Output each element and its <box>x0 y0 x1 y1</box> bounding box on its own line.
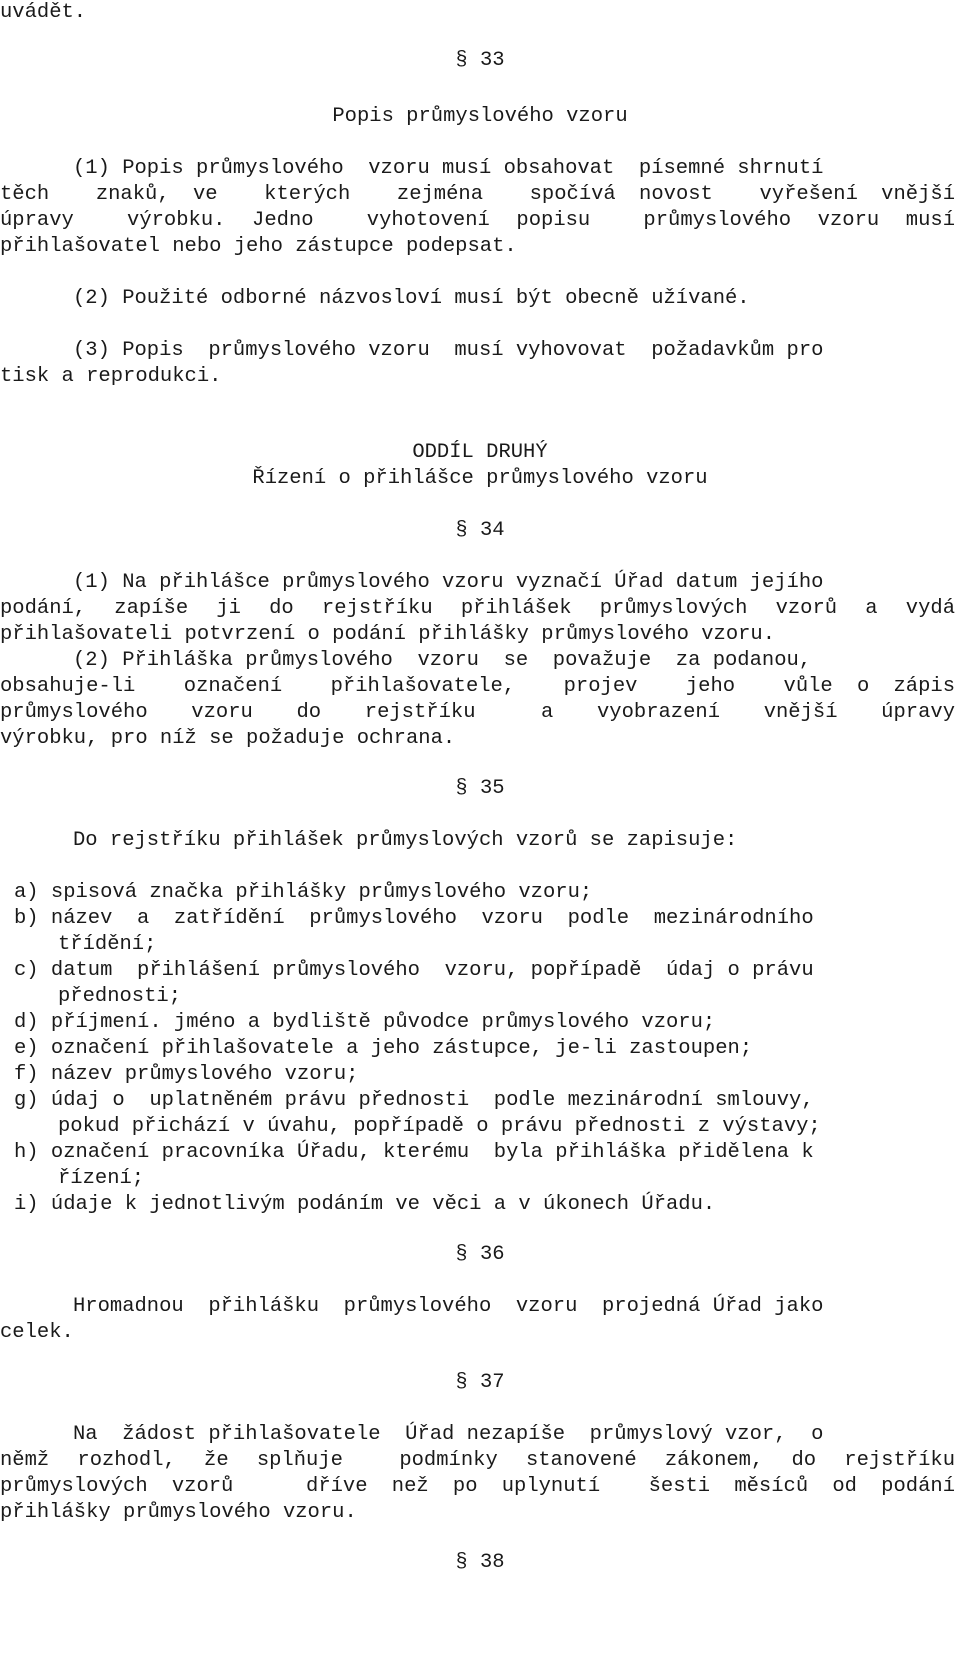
text-line: průmyslového vzoru do rejstříku a vyobrazení vnější úpravy <box>0 701 955 724</box>
section-heading-line: Řízení o přihlášce průmyslového vzoru <box>252 467 708 490</box>
text-line: přednosti; <box>58 985 182 1008</box>
text-line: g) údaj o uplatněném právu přednosti podle mezinárodní smlouvy, <box>14 1089 814 1112</box>
section-heading-line: § 37 <box>455 1371 505 1394</box>
text-line: Do rejstříku přihlášek průmyslových vzorů se zapisuje: <box>73 829 738 852</box>
text-line: pokud přichází v úvahu, popřípadě o právu přednosti z výstavy; <box>58 1115 821 1138</box>
text-line: c) datum přihlášení průmyslového vzoru, popřípadě údaj o právu <box>14 959 814 982</box>
text-line: celek. <box>0 1321 74 1344</box>
text-line: úpravy výrobku. Jedno vyhotovení popisu průmyslového vzoru musí <box>0 209 955 232</box>
text-line: němž rozhodl, že splňuje podmínky stanovené zákonem, do rejstříku <box>0 1449 955 1472</box>
text-line: d) příjmení. jméno a bydliště původce průmyslového vzoru; <box>14 1011 716 1034</box>
section-heading-line: Popis průmyslového vzoru <box>332 105 628 128</box>
section-heading-line: § 36 <box>455 1243 505 1266</box>
text-line: přihlašovateli potvrzení o podání přihlášky průmyslového vzoru. <box>0 623 776 646</box>
section-heading-line: § 34 <box>455 519 505 542</box>
text-line: b) název a zatřídění průmyslového vzoru podle mezinárodního <box>14 907 814 930</box>
text-line: f) název průmyslového vzoru; <box>14 1063 359 1086</box>
text-line: (3) Popis průmyslového vzoru musí vyhovovat požadavkům pro <box>73 339 824 362</box>
text-line: h) označení pracovníka Úřadu, kterému byla přihláška přidělena k <box>14 1141 814 1164</box>
text-line: a) spisová značka přihlášky průmyslového vzoru; <box>14 881 593 904</box>
text-line: těch znaků, ve kterých zejména spočívá novost vyřešení vnější <box>0 183 955 206</box>
section-heading-line: § 38 <box>455 1551 505 1574</box>
text-line: (2) Přihláška průmyslového vzoru se považuje za podanou, <box>73 649 812 672</box>
section-heading-line: § 35 <box>455 777 505 800</box>
text-line: tisk a reprodukci. <box>0 365 222 388</box>
text-line: třídění; <box>58 933 157 956</box>
section-heading-line: § 33 <box>455 49 505 72</box>
text-line: Hromadnou přihlášku průmyslového vzoru projedná Úřad jako <box>73 1295 824 1318</box>
text-line: uvádět. <box>0 1 87 24</box>
text-line: průmyslových vzorů dříve než po uplynutí šesti měsíců od podání <box>0 1475 955 1498</box>
text-line: přihlašovatel nebo jeho zástupce podepsat. <box>0 235 517 258</box>
text-line: řízení; <box>58 1167 145 1190</box>
section-heading-line: ODDÍL DRUHÝ <box>412 441 548 464</box>
text-line: (1) Popis průmyslového vzoru musí obsahovat písemné shrnutí <box>73 157 824 180</box>
text-line: přihlášky průmyslového vzoru. <box>0 1501 357 1524</box>
text-line: e) označení přihlašovatele a jeho zástupce, je-li zastoupen; <box>14 1037 753 1060</box>
text-line: Na žádost přihlašovatele Úřad nezapíše průmyslový vzor, o <box>73 1423 824 1446</box>
text-line: (1) Na přihlášce průmyslového vzoru vyznačí Úřad datum jejího <box>73 571 824 594</box>
text-line: obsahuje-li označení přihlašovatele, projev jeho vůle o zápis <box>0 675 955 698</box>
text-line: výrobku, pro níž se požaduje ochrana. <box>0 727 456 750</box>
text-line: podání, zapíše ji do rejstříku přihlášek průmyslových vzorů a vydá <box>0 597 955 620</box>
text-line: (2) Použité odborné názvosloví musí být obecně užívané. <box>73 287 750 310</box>
text-line: i) údaje k jednotlivým podáním ve věci a v úkonech Úřadu. <box>14 1193 716 1216</box>
